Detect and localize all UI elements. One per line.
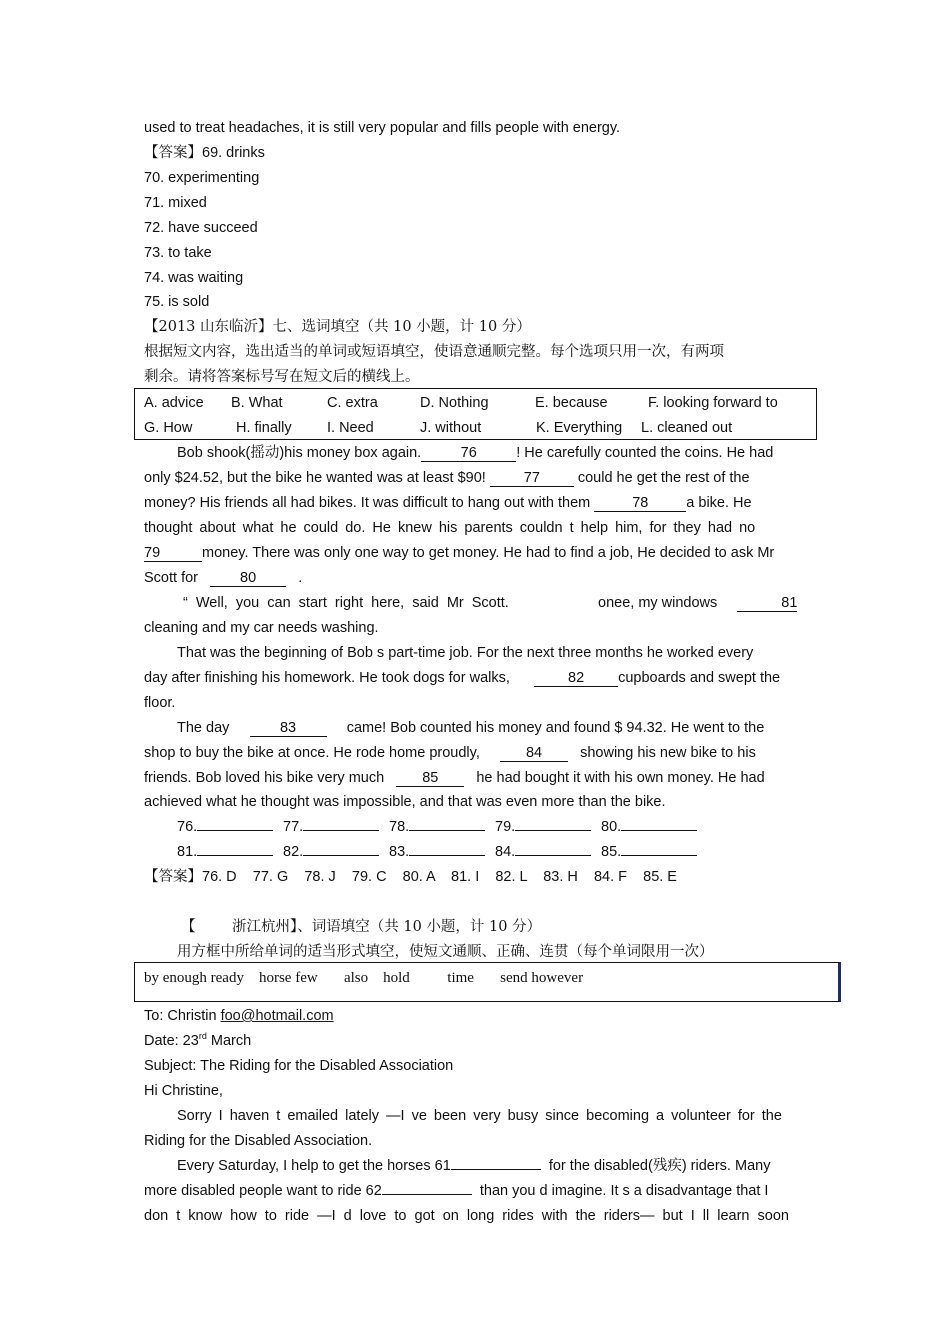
option-a: A. advice	[144, 395, 204, 411]
email-greeting: Hi Christine,	[144, 1083, 223, 1099]
answer-71: 71. mixed	[144, 195, 207, 211]
section-c-instructions: 用方框中所给单词的适当形式填空，使短文通顺、正确、连贯（每个单词限用一次）	[177, 944, 714, 960]
email-line: don t know how to ride —I d love to got on long rides with the riders— but I ll learn soon	[144, 1208, 789, 1224]
option-e: E. because	[535, 395, 608, 411]
story-line: only $24.52, but the bike he wanted was at least $90! 77 could he get the rest of the	[144, 470, 750, 486]
blank-81: 81	[737, 595, 797, 612]
email-line: Riding for the Disabled Association.	[144, 1133, 373, 1149]
answer-74: 74. was waiting	[144, 270, 244, 286]
blank-84: 84	[500, 745, 568, 762]
section-c-bracket: 【	[181, 919, 196, 935]
answer-blank[interactable]	[303, 855, 379, 856]
story-line: The day 83 came! Bob counted his money and found $ 94.32. He went to the	[177, 720, 765, 736]
option-d: D. Nothing	[420, 395, 489, 411]
story-line: shop to buy the bike at once. He rode home proudly, 84 showing his new bike to his	[144, 745, 756, 761]
story-line: Scott for 80 .	[144, 570, 303, 586]
option-k: K. Everything	[536, 420, 623, 436]
answer-blank[interactable]	[515, 830, 591, 831]
instructions-line-2: 剩余。请将答案标号写在短文后的横线上。	[144, 369, 420, 385]
options-box	[134, 388, 817, 440]
email-date: Date: 23rd March	[144, 1031, 252, 1049]
answer-75: 75. is sold	[144, 294, 210, 310]
option-i: I. Need	[327, 420, 374, 436]
blank-61[interactable]	[451, 1169, 541, 1170]
blank-62[interactable]	[382, 1194, 472, 1195]
answer-blank[interactable]	[409, 855, 485, 856]
option-b: B. What	[231, 395, 283, 411]
blank-76: 76	[421, 445, 516, 462]
answer-blank[interactable]	[303, 830, 379, 831]
blank-78: 78	[594, 495, 686, 512]
story-line: achieved what he thought was impossible, and that was even more than the bike.	[144, 794, 666, 810]
option-h: H. finally	[236, 420, 292, 436]
answer-blank[interactable]	[621, 830, 697, 831]
story-line: thought about what he could do. He knew his parents couldn t help him, for they had no	[144, 520, 756, 536]
story-line: friends. Bob loved his bike very much 85 he had bought it with his own money. He had	[144, 770, 765, 786]
blank-83: 83	[250, 720, 327, 737]
story-line: That was the beginning of Bob s part-time job. For the next three months he worked every	[177, 645, 754, 661]
blank-79: 79	[144, 545, 202, 562]
answer-73: 73. to take	[144, 245, 212, 261]
story-line: “ Well, you can start right here, said Mr Scott.	[183, 595, 509, 611]
option-f: F. looking forward to	[648, 395, 778, 411]
answer-blank[interactable]	[197, 830, 273, 831]
option-g: G. How	[144, 420, 193, 436]
answer-blank[interactable]	[409, 830, 485, 831]
blank-85: 85	[396, 770, 464, 787]
story-line: cleaning and my car needs washing.	[144, 620, 379, 636]
story-line: Bob shook(摇动)his money box again. 76 ! He carefully counted the coins. He had	[177, 445, 774, 461]
word-bank: by enough ready horse few also hold time send however	[144, 970, 584, 986]
email-to: To: Christin foo@hotmail.com	[144, 1008, 334, 1024]
story-line: day after finishing his homework. He took dogs for walks, 82 cupboards and swept the	[144, 670, 781, 686]
story-line: 79 money. There was only one way to get money. He had to find a job, He decided to ask Mr	[144, 545, 775, 561]
blank-80: 80	[210, 570, 286, 587]
email-link[interactable]: foo@hotmail.com	[220, 1008, 334, 1024]
answer-key: 【答案】76. D 77. G 78. J 79. C 80. A 81. I 82. L 83. H 84. F 85. E	[144, 869, 677, 885]
blank-82: 82	[534, 670, 618, 687]
option-c: C. extra	[327, 395, 378, 411]
section-c-heading: 浙江杭州】、词语填空（共 10 小题，计 10 分）	[232, 919, 542, 935]
email-line: Sorry I haven t emailed lately —I ve been very busy since becoming a volunteer for the	[177, 1108, 782, 1124]
answer-70: 70. experimenting	[144, 170, 260, 186]
story-line: onee, my windows 81	[598, 595, 798, 611]
email-line: more disabled people want to ride 62 than you d imagine. It s a disadvantage that I	[144, 1183, 769, 1199]
option-j: J. without	[420, 420, 482, 436]
story-line: floor.	[144, 695, 176, 711]
email-line: Every Saturday, I help to get the horses 61 for the disabled(残疾) riders. Many	[177, 1158, 771, 1174]
answer-blank[interactable]	[621, 855, 697, 856]
answer-blanks-row-2: 81. 82. 83. 84. 85.	[177, 843, 707, 861]
blank-77: 77	[490, 470, 574, 487]
word-bank-box	[134, 962, 841, 1002]
answer-blank[interactable]	[197, 855, 273, 856]
intro-line: used to treat headaches, it is still very popular and fills people with energy.	[144, 120, 621, 136]
answer-72: 72. have succeed	[144, 220, 258, 236]
answer-label: 【答案】	[144, 145, 202, 161]
answer-69: 【答案】69. drinks	[144, 145, 265, 161]
option-l: L. cleaned out	[641, 420, 733, 436]
section-heading: 【2013 山东临沂】七、选词填空（共 10 小题，计 10 分）	[144, 319, 531, 335]
answer-blank[interactable]	[515, 855, 591, 856]
instructions-line-1: 根据短文内容，选出适当的单词或短语填空，使语意通顺完整。每个选项只用一次，有两项	[144, 344, 724, 360]
story-line: money? His friends all had bikes. It was difficult to hang out with them 78 a bike. He	[144, 495, 752, 511]
email-subject: Subject: The Riding for the Disabled Association	[144, 1058, 454, 1074]
answer-blanks-row-1: 76. 77. 78. 79. 80.	[177, 818, 707, 836]
